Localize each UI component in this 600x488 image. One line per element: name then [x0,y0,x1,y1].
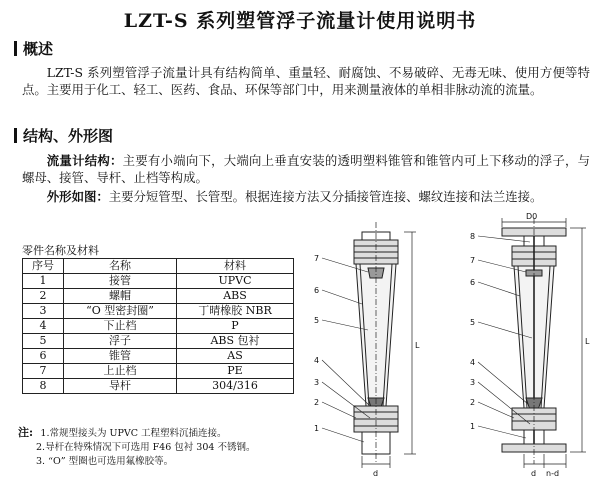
left-label-1: 1 [314,424,320,433]
cell-material: ABS 包衬 [177,334,294,349]
cell-index: 5 [23,334,64,349]
cell-index: 8 [23,379,64,394]
cell-name: 螺帽 [64,289,177,304]
cell-name: 导杆 [64,379,177,394]
cell-name: 接管 [64,274,177,289]
right-label-2: 2 [470,398,476,407]
structure-heading [14,125,113,146]
cell-name: 锥管 [64,349,177,364]
structure-label-1: 流量计结构： [46,153,123,168]
note-line-1: 1.常规型接头为 UPVC 工程塑料沉插连接。 [40,428,227,439]
left-label-3: 3 [314,378,320,387]
cell-material: PE [177,364,294,379]
overview-text: LZT-S 系列塑管浮子流量计具有结构简单、重量轻、耐腐蚀、不易破碎、无毒无味、使用方便等特点。主要用于化工、轻工、医药、食品、环保等部门中，用来测量液体的单相非脉动流的流量。 [22,65,590,97]
cell-name: 下止档 [64,319,177,334]
cell-material: 304/316 [177,379,294,394]
structure-label-2: 外形如图： [46,189,109,204]
notes-label: 注: [18,426,34,439]
cell-index: 7 [23,364,64,379]
table-row [23,319,294,334]
cell-material: 丁晴橡胶 NBR [177,304,294,319]
left-label-6: 6 [314,286,320,295]
table-row [23,334,294,349]
right-d-label: d [531,469,537,478]
cell-material: UPVC [177,274,294,289]
left-label-2: 2 [314,398,320,407]
table-row [23,379,294,394]
right-label-7: 7 [470,256,476,265]
cell-name: 浮子 [64,334,177,349]
cell-name: 上止档 [64,364,177,379]
cell-index: 4 [23,319,64,334]
right-label-1: 1 [470,422,476,431]
table-row [23,304,294,319]
structure-heading-text: 结构、外形图 [23,127,114,145]
cell-material: AS [177,349,294,364]
left-label-5: 5 [314,316,320,325]
table-row [23,349,294,364]
overview-heading [14,38,53,59]
right-label-3: 3 [470,378,476,387]
right-d0-label: D0 [526,212,538,221]
table-row [23,364,294,379]
note-line-3: 3. “O” 型圈也可选用氟橡胶等。 [36,456,174,467]
parts-header-row [23,259,294,274]
structure-paragraph-1 [22,152,590,186]
notes [18,426,255,469]
right-label-8: 8 [470,232,476,241]
header-material: 材料 [177,259,294,274]
header-index: 序号 [23,259,64,274]
table-row [23,274,294,289]
left-flowmeter [322,222,416,468]
right-label-4: 4 [470,358,476,367]
left-label-4: 4 [314,356,320,365]
right-nd-label: n-d [546,469,560,478]
page-title: LZT-S 系列塑管浮子流量计使用说明书 [123,10,477,32]
cell-material: ABS [177,289,294,304]
left-label-7: 7 [314,254,320,263]
right-label-6: 6 [470,278,476,287]
right-flowmeter [478,218,586,468]
note-line-2: 2.导杆在特殊情况下可选用 F46 包衬 304 不锈钢。 [36,442,256,453]
cell-index: 6 [23,349,64,364]
structure-text-1: 主要有小端向下，大端向上垂直安装的透明塑料锥管和锥管内可上下移动的浮子，与螺母、接管、导杆、止档等构成。 [22,153,591,185]
parts-table [22,258,294,394]
cell-index: 1 [23,274,64,289]
right-label-5: 5 [470,318,476,327]
flowmeter-diagram [304,212,600,488]
heading-bar [14,128,17,143]
structure-text-2: 主要分短管型、长管型。根据连接方法又分插接管连接、螺纹连接和法兰连接。 [108,189,543,204]
heading-bar [14,41,17,56]
left-d-label: d [373,469,379,478]
cell-index: 3 [23,304,64,319]
cell-material: P [177,319,294,334]
overview-heading-text: 概述 [23,40,54,58]
right-length-label: L [585,337,590,346]
table-row [23,289,294,304]
cell-index: 2 [23,289,64,304]
left-length-label: L [415,341,420,350]
cell-name: “O 型密封圈” [64,304,177,319]
structure-paragraph-2 [22,188,590,205]
parts-caption: 零件名称及材料 [22,244,99,257]
header-name: 名称 [64,259,177,274]
